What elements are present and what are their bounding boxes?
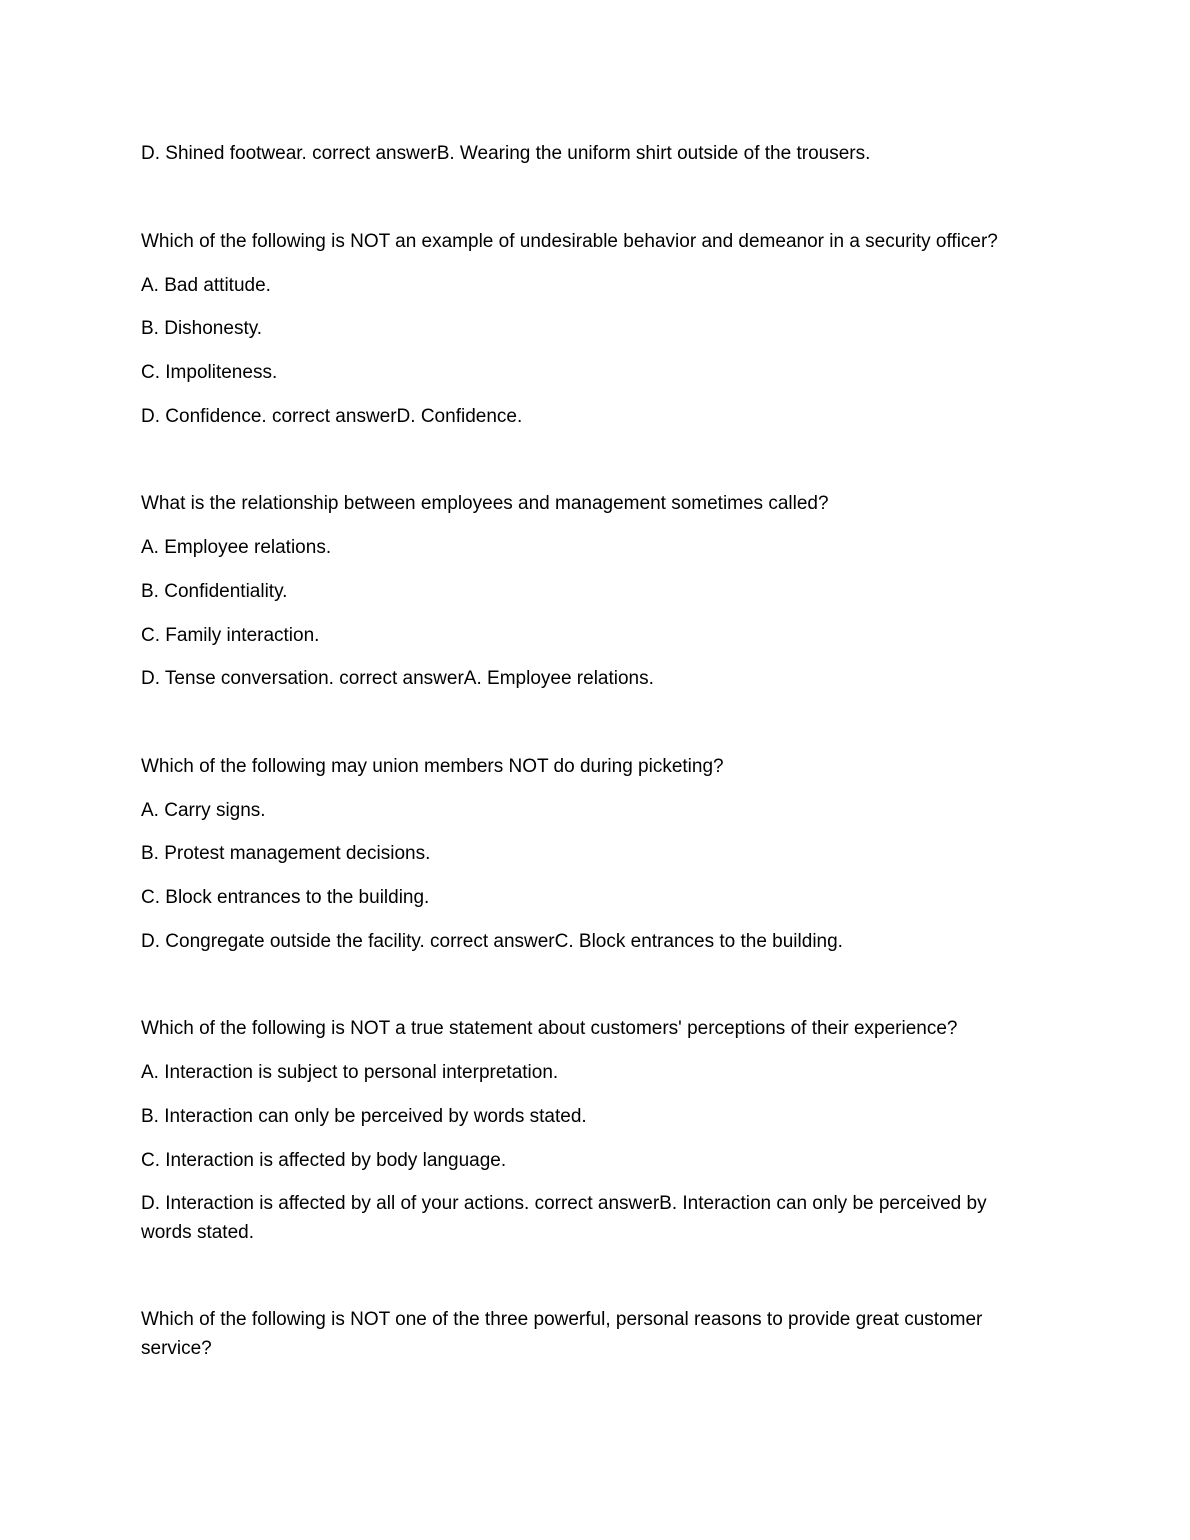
question-line: Which of the following is NOT one of the three powerful, personal reasons to provide great customer service? bbox=[141, 1309, 983, 1359]
answer-line: D. Confidence. correct answerD. Confidence. bbox=[141, 406, 523, 427]
answer-line: D. Tense conversation. correct answerA. Employee relations. bbox=[141, 668, 654, 689]
answer-line: D. Interaction is affected by all of your actions. correct answerB. Interaction can only be perceived by words stated. bbox=[141, 1193, 987, 1243]
option-line: B. Interaction can only be perceived by words stated. bbox=[141, 1106, 587, 1127]
option-line: B. Protest management decisions. bbox=[141, 843, 431, 864]
option-line: B. Confidentiality. bbox=[141, 581, 288, 602]
option-line: A. Employee relations. bbox=[141, 537, 332, 558]
question-line: Which of the following is NOT a true statement about customers' perceptions of their experience? bbox=[141, 1018, 958, 1039]
option-line: A. Bad attitude. bbox=[141, 275, 271, 296]
option-line: C. Interaction is affected by body language. bbox=[141, 1150, 507, 1171]
option-line: A. Interaction is subject to personal interpretation. bbox=[141, 1062, 559, 1083]
question-line: Which of the following is NOT an example of undesirable behavior and demeanor in a security officer? bbox=[141, 231, 998, 252]
option-line: B. Dishonesty. bbox=[141, 318, 263, 339]
option-line: A. Carry signs. bbox=[141, 800, 266, 821]
option-line: C. Family interaction. bbox=[141, 625, 320, 646]
question-line: What is the relationship between employees and management sometimes called? bbox=[141, 493, 829, 514]
answer-line: D. Congregate outside the facility. correct answerC. Block entrances to the building. bbox=[141, 931, 843, 952]
option-line: C. Block entrances to the building. bbox=[141, 887, 430, 908]
question-line: Which of the following may union members NOT do during picketing? bbox=[141, 756, 724, 777]
option-line: C. Impoliteness. bbox=[141, 362, 278, 383]
answer-line: D. Shined footwear. correct answerB. Wearing the uniform shirt outside of the trousers. bbox=[141, 143, 871, 164]
